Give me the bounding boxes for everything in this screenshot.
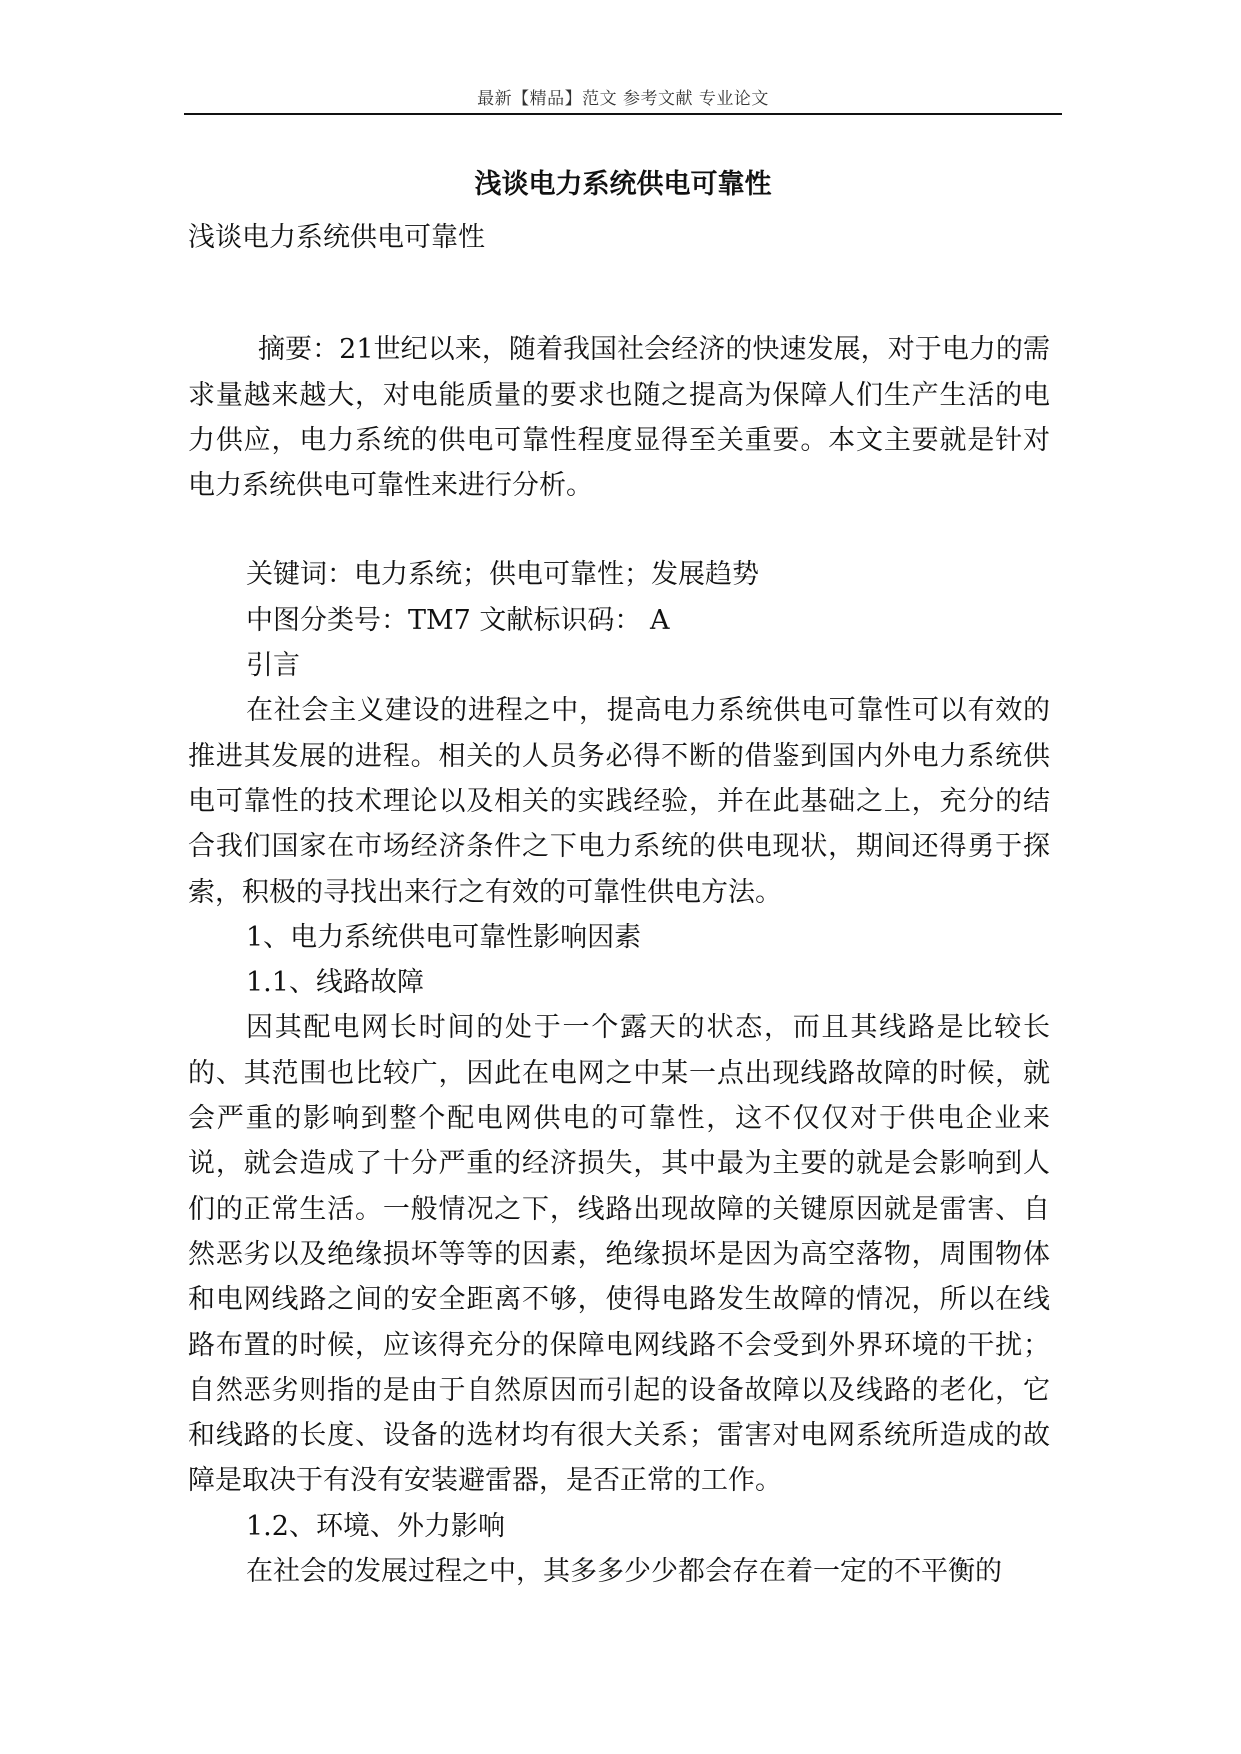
section-1-2-heading: 1.2、环境、外力影响 [246,1510,505,1542]
abstract-paragraph: 摘要：21世纪以来，随着我国社会经济的快速发展，对于电力的需求量越来越大，对电能质量的要求也随之提高为保障人们生产生活的电力供应，电力系统的供电可靠性程度显得至关重要。本文主要就是针对电力系统供电可靠性来进行分析。 [188,334,1050,502]
classification-line: 中图分类号：TM7 文献标识码： A [246,604,670,636]
document-body [188,215,1050,1594]
header-divider [184,113,1062,115]
document-title: 浅谈电力系统供电可靠性 [474,169,772,200]
section-1-1-heading: 1.1、线路故障 [246,967,424,999]
intro-heading: 引言 [246,650,300,682]
intro-paragraph: 在社会主义建设的进程之中，提高电力系统供电可靠性可以有效的推进其发展的进程。相关的人员务必得不断的借鉴到国内外电力系统供电可靠性的技术理论以及相关的实践经验，并在此基础之上，充分的结合我们国家在市场经济条件之下电力系统的供电现状，期间还得勇于探索，积极的寻找出来行之有效的可靠性供电方法。 [188,695,1050,908]
spacer [188,260,1050,327]
section-1-2-paragraph: 在社会的发展过程之中，其多多少少都会存在着一定的不平衡的 [246,1556,1002,1588]
page-header: 最新【精品】范文 参考文献 专业论文 [477,89,769,109]
section-1-heading: 1、电力系统供电可靠性影响因素 [246,921,642,953]
section-1-1-paragraph: 因其配电网长时间的处于一个露天的状态，而且其线路是比较长的、其范围也比较广，因此在电网之中某一点出现线路故障的时候，就会严重的影响到整个配电网供电的可靠性，这不仅仅对于供电企业来说，就会造成了十分严重的经济损失，其中最为主要的就是会影响到人们的正常生活。一般情况之下，线路出现故障的关键原因就是雷害、自然恶劣以及绝缘损坏等等的因素，绝缘损坏是因为高空落物，周围物体和电网线路之间的安全距离不够，使得电路发生故障的情况，所以在线路布置的时候，应该得充分的保障电网线路不会受到外界环境的干扰；自然恶劣则指的是由于自然原因而引起的设备故障以及线路的老化，它和线路的长度、设备的选材均有很大关系；雷害对电网系统所造成的故障是取决于有没有安装避雷器，是否正常的工作。 [188,1012,1050,1497]
document-subtitle: 浅谈电力系统供电可靠性 [188,222,485,253]
keywords-line: 关键词：电力系统；供电可靠性；发展趋势 [246,559,759,591]
spacer [188,508,1050,552]
